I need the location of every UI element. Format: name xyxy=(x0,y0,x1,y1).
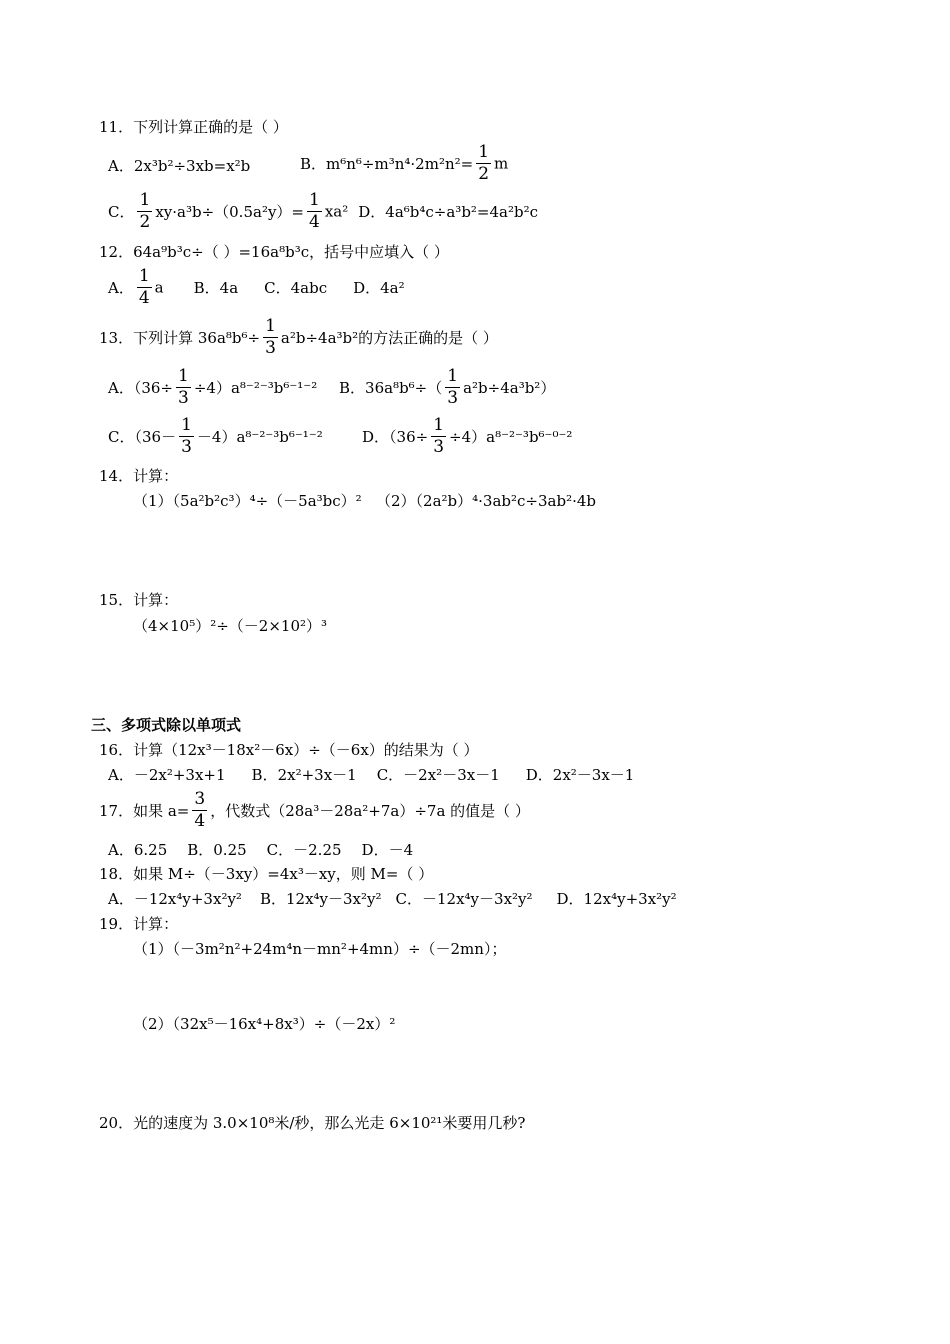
q15-stem: 15．计算： xyxy=(99,591,179,609)
q15-expression: （4×10⁵）²÷（－2×10²）³ xyxy=(133,617,328,635)
fraction: $\frac{1}{3}$ xyxy=(447,366,459,408)
q19-part-1: （1）（－3m²n²+24m⁴n－mn²+4mn）÷（－2mn）； xyxy=(133,940,507,958)
q11-option-b: B．m⁶n⁶÷m³n⁴·2m²n²= $\frac{1}{2}$ m xyxy=(300,142,509,184)
q16-stem: 16．计算（12x³－18x²－6x）÷（－6x）的结果为（ ） xyxy=(99,741,479,759)
q20-stem: 20．光的速度为 3.0×10⁸米/秒，那么光走 6×10²¹米要用几秒? xyxy=(99,1114,526,1132)
fraction: $\frac{1}{2}$ xyxy=(139,190,151,232)
q13-option-b: B．36a⁸b⁶÷（ $\frac{1}{3}$ a²b÷4a³b²） xyxy=(339,366,556,408)
q13-stem: 13．下列计算 36a⁸b⁶÷ $\frac{1}{3}$ a²b÷4a³b²的方法正确的是（ ） xyxy=(99,316,498,358)
fraction: $\frac{1}{3}$ xyxy=(433,415,445,457)
q19-stem: 19．计算： xyxy=(99,915,179,933)
q18-stem: 18．如果 M÷（－3xy）=4x³－xy，则 M=（ ） xyxy=(99,865,434,883)
q12-options: A． $\frac{1}{4}$ a B．4a C．4abc D．4a² xyxy=(108,266,405,308)
q14-part-1: （1）（5a²b²c³）⁴÷（－5a³bc）² xyxy=(133,492,362,510)
q11-stem: 11．下列计算正确的是（ ） xyxy=(99,118,288,136)
q19-part-2: （2）（32x⁵－16x⁴+8x³）÷（－2x）² xyxy=(133,1015,396,1033)
fraction: $\frac{1}{3}$ xyxy=(265,316,276,358)
q13-option-d: D．（36÷ $\frac{1}{3}$ ÷4）a⁸⁻²⁻³b⁶⁻⁰⁻² xyxy=(362,415,573,457)
q16-options: A．－2x²+3x+1 B．2x²+3x－1 C．－2x²－3x－1 D．2x²－3x－1 xyxy=(108,766,635,784)
fraction: $\frac{1}{4}$ xyxy=(309,190,320,232)
q14-part-2: （2）（2a²b）⁴·3ab²c÷3ab²·4b xyxy=(376,492,597,510)
q14-stem: 14．计算： xyxy=(99,467,179,485)
q13-option-c: C．（36－ $\frac{1}{3}$ －4）a⁸⁻²⁻³b⁶⁻¹⁻² xyxy=(108,415,323,457)
q17-options: A．6.25 B．0.25 C．－2.25 D．－4 xyxy=(108,841,414,859)
fraction: $\frac{1}{3}$ xyxy=(178,366,189,408)
q12-stem: 12．64a⁹b³c÷（ ）=16a⁸b³c，括号中应填入（ ） xyxy=(99,243,449,261)
fraction: $\frac{1}{3}$ xyxy=(181,415,192,457)
section-heading: 三、多项式除以单项式 xyxy=(91,716,242,734)
fraction: $\frac{1}{4}$ xyxy=(138,266,150,308)
fraction: $\frac{3}{4}$ xyxy=(194,789,206,831)
fraction: $\frac{1}{2}$ xyxy=(478,142,490,184)
q18-options: A．－12x⁴y+3x²y² B．12x⁴y－3x²y² C．－12x⁴y－3x²y² D．12x⁴y+3x²y² xyxy=(108,890,677,908)
q17-stem: 17．如果 a= $\frac{3}{4}$ ，代数式（28a³－28a²+7a）÷7a 的值是（ ） xyxy=(99,789,530,831)
q11-option-a: A．2x³b²÷3xb=x²b xyxy=(108,157,251,175)
q11-options-cd: C． $\frac{1}{2}$ xy·a³b÷（0.5a²y）= $\frac{1}{4}$ xa² D．4a⁶b⁴c÷a³b²=4a²b²c xyxy=(108,190,539,232)
q11-option-d: D．4a⁶b⁴c÷a³b²=4a²b²c xyxy=(358,203,539,221)
q13-option-a: A．（36÷ $\frac{1}{3}$ ÷4）a⁸⁻²⁻³b⁶⁻¹⁻² xyxy=(108,366,318,408)
